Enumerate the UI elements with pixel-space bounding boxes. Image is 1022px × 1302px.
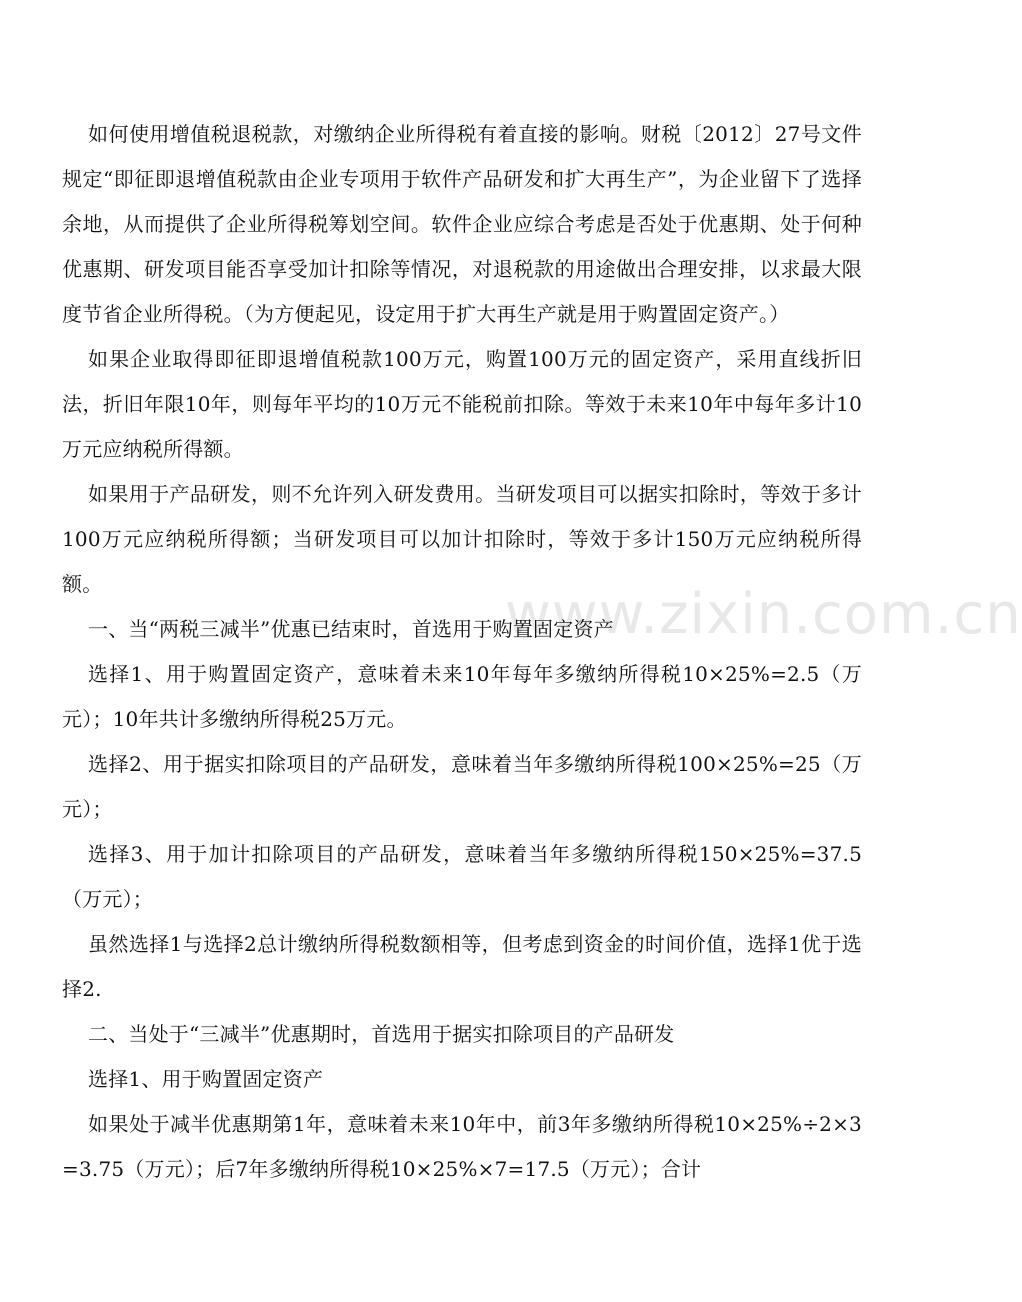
paragraph-intro: 如何使用增值税退税款，对缴纳企业所得税有着直接的影响。财税〔2012〕27号文件规定“即征即退增值税款由企业专项用于软件产品研发和扩大再生产”，为企业留下了选择余地，从而提供了企业所得税筹划空间。软件企业应综合考虑是否处于优惠期、处于何种优惠期、研发项目能否享受加计扣除等情况，对退税款的用途做出合理安排，以求最大限度节省企业所得税。（为方便起见，设定用于扩大再生产就是用于购置固定资产。） [62,122,862,326]
paragraph-option-3: 选择3、用于加计扣除项目的产品研发，意味着当年多缴纳所得税150×25%=37.5（万元）； [62,842,862,911]
paragraph-half-reduction: 如果处于减半优惠期第1年，意味着未来10年中，前3年多缴纳所得税10×25%÷2×3=3.75（万元）；后7年多缴纳所得税10×25%×7=17.5（万元）；合计 [62,1112,862,1181]
paragraph-rd-example: 如果用于产品研发，则不允许列入研发费用。当研发项目可以据实扣除时，等效于多计100万元应纳税所得额；当研发项目可以加计扣除时，等效于多计150万元应纳税所得额。 [62,482,862,596]
section-heading-1: 一、当“两税三减半”优惠已结束时，首选用于购置固定资产 [88,617,614,641]
watermark: www.zixin.com.cn [505,582,1022,647]
paragraph-option-1-b: 选择1、用于购置固定资产 [88,1067,324,1091]
document-body [62,112,862,1192]
paragraph-comparison: 虽然选择1与选择2总计缴纳所得税数额相等，但考虑到资金的时间价值，选择1优于选择2. [62,932,862,1001]
paragraph-fixed-asset-example: 如果企业取得即征即退增值税款100万元，购置100万元的固定资产，采用直线折旧法，折旧年限10年，则每年平均的10万元不能税前扣除。等效于未来10年中每年多计10万元应纳税所得额。 [62,347,862,461]
paragraph-option-1: 选择1、用于购置固定资产，意味着未来10年每年多缴纳所得税10×25%=2.5（万元）；10年共计多缴纳所得税25万元。 [62,662,862,731]
section-heading-2: 二、当处于“三减半”优惠期时，首选用于据实扣除项目的产品研发 [88,1022,675,1046]
paragraph-option-2: 选择2、用于据实扣除项目的产品研发，意味着当年多缴纳所得税100×25%=25（万元）； [62,752,862,821]
